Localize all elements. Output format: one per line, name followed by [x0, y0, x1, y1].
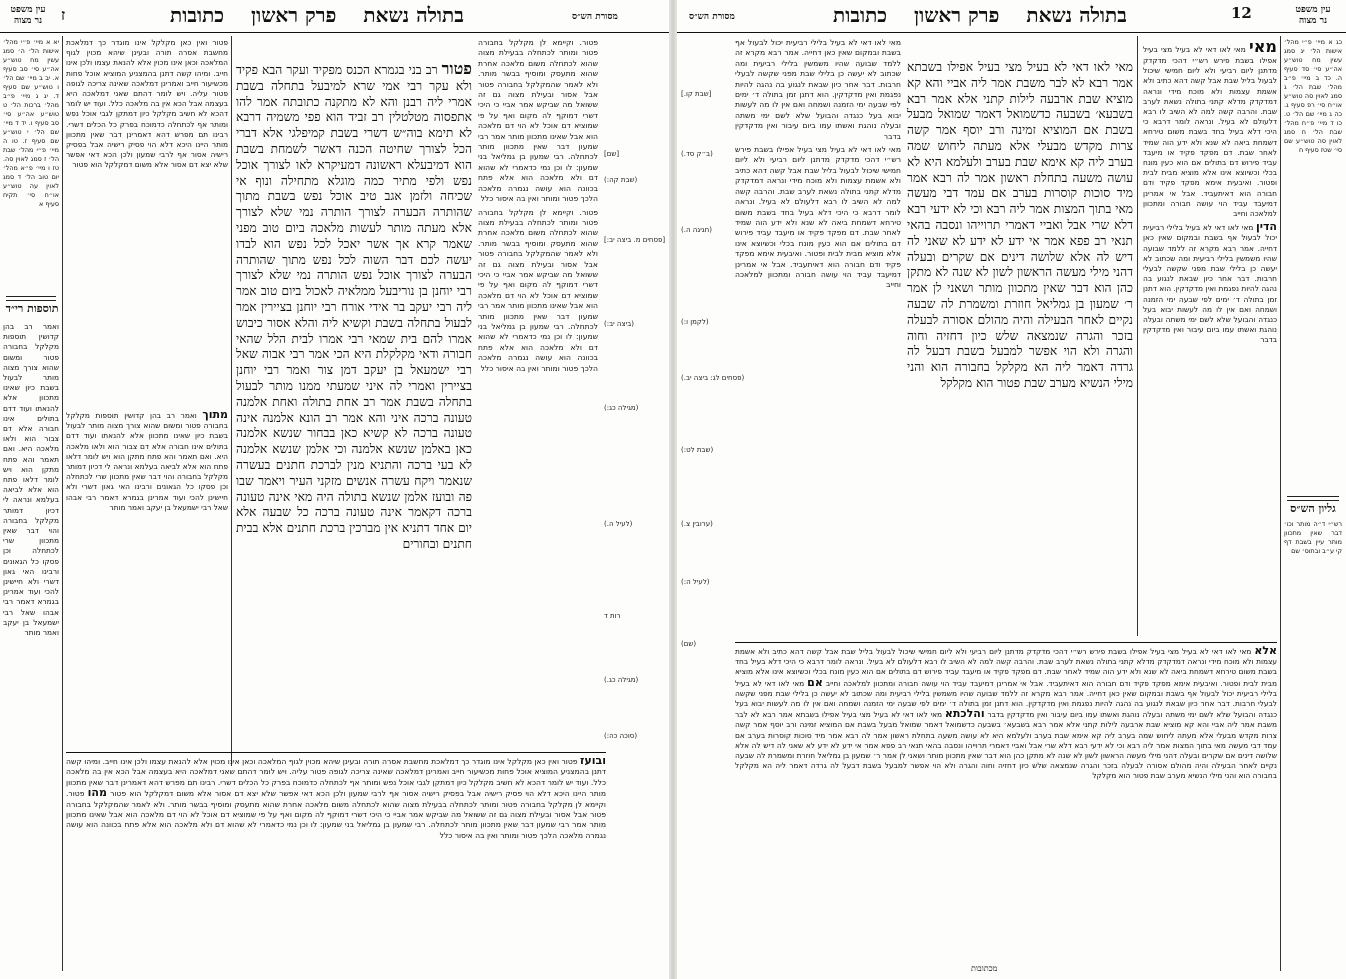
column-divider	[1280, 36, 1281, 971]
column-divider	[231, 36, 232, 766]
mesorat-ref: (שבת קה:)	[604, 176, 638, 184]
header-tractate: כתובות	[833, 3, 888, 27]
mesorat-ref: (לעיל ה:)	[681, 578, 710, 586]
bottom-commentary	[735, 646, 1277, 962]
tosafot-column-lower	[66, 410, 228, 750]
left-page	[0, 0, 669, 979]
tosafot-dibur-mark: מאי	[1249, 38, 1277, 56]
tosafot-text: פטור ואין כאן מקלקל אינו מוגדר כך דמלאכת מחשבת אסרה תורה ובעינן שיהא מכוין לגוף המלאכה וכאן אינו מכוין אלא להנאת עצמו ולכן אינו חייב. ומיהו קשה דתנן בהמצניע המוציא אוכל פחות מכשיעור חייב ואמרינן דמלאכה שאינה צריכה לגופה פטור עליה. ויש לומר דהתם שאני דמלאכה היא בעצמה אבל הכא אין בה מלאכה כלל. ועוד יש לומר דהכא לא חשיב מקלקל כיון דמתקן לגבי אוכל נפש ומותר אף לכתחלה כדמוכח בפרק כל הכלים דשרי. רבינו תם מפרש דהא דאמרינן דבר שאין מתכוון מותר היינו היכא דלא הוי פסיק רישיה אבל בפסיק רישיה אסור אף לרבי שמעון ולכן הכא דאי אפשר שלא יצא דם אסור אלא משום דמקלקל הוא פטור	[66, 38, 228, 170]
rashi-column	[478, 38, 598, 750]
mesorat-ref: (סוכה כה:)	[604, 732, 638, 740]
gemara-column	[236, 60, 472, 748]
header-rule	[677, 32, 1346, 33]
mesorat-ref: (ערובין צ.)	[681, 520, 713, 528]
rashi-text: מאי לאו דאי לא בעיל בלילי רביעית יכול לבעול אף בשבת ובמקום שאין כאן דחייה. אמר רבא מקרא זה ללמד שבועה שהיו משמשין בלילי רביעית ומה שכתוב לא יעשה כן בלילי שבת מפני שקשה לבעלי חרבות. דבר אחר כיון שבאת לנגוע בה נהגה להיות נפגמת ואין מדקדקין. הוא דתנן זמן בתולה ד׳ ימים לפי שבעה ימי הזמנה ושמחה ואם אין לו מה לעשות יבוא בעל כנגדה והבועל שלא לשם ימי משתה ובעלה נוהגת ואשתו עמו ביום עיבור ואין מדקדקין בדבר	[735, 38, 901, 141]
gemara-text: מאי לאו דאי לא בעיל מצי בעיל אפילו בשבתא אמר רבא לא לבר משבת אמר ליה אביי והא קא מוציא שבת ארבעה לילות קתני אלא אמר רבא בשבעא׳ בשבעה כדשמואל דאמר שמואל מבעל בשבת אם המוציא זמינה ורב יוסף אמר קשה צרות מקדש מבעלי אלא מעתה ליחוש שמה בערב ליה קא אימא שבת בערב ולעלמא היא לא עושה משעה בתחלת ראשון אמר לה רבא אמר מיד סוכות קוסרות בערב אם עמד דבי מעשה מאי בתוך המצות אמר ליה רבא וכי לא ידעי רבא דלא שרי אבל ואביי דאמרי תרוייהו ונסבה בהאי תנאי רב פפא אמר אי ידע לא ידע לא שאני לה דיש לה אלא שלושה דינים אם שקרים ובעלה דהני מילי מעשה הראשון לשון לא שנה לא מתקן כהן הוא דבר שאין מתכוון מותר ושאני לן אמר ר׳ שמעון בן גמליאל חוזרת ומשמרת לה שבעה נקיים לאחר הבעילה והיה מהולם אסורה לבעלה בזכר והגרה שנמצאה שלש כיון דחזיה וחוה והגרה ולא הוי אפשר למבעל בשבת דבעל לה גרדה דאמר ליה הא מקלקל בחבורה הוא והני מילי הנשיא מערב שבת פטור הוא מקלקל	[907, 60, 1133, 390]
tosafot-text-2: מאי לאו דאי לא בעיל בלילי רביעית יכול לבעול אף בשבת ובמקום שאין כאן דחייה. אמר רבא מקרא זה ללמד שבועה שהיו משמשין בלילי רביעית ומה שכתוב לא יעשה כן בלילי שבת מפני שקשה לבעלי חרבות. דבר אחר כיון שבאת לנגוע בה נהגה להיות נפגמת ואין מדקדקין. הוא דתנן זמן בתולה ד׳ ימים לפי שבעה ימי הזמנה ושמחה ואם אין לו מה לעשות יבוא בעל כנגדה והבועל שלא לשם ימי משתה ובעלה נוהגת ואשתו עמו ביום עיבור ואין מדקדקין בדבר	[1143, 223, 1277, 345]
rashi-column	[735, 38, 901, 638]
tosafot-column	[1143, 38, 1277, 638]
right-page	[677, 0, 1346, 979]
header-tractate: כתובות	[170, 3, 225, 27]
mesorat-ref: (שבת לט:)	[681, 446, 714, 454]
page-side-marker: ז	[61, 6, 66, 24]
header-rule	[0, 32, 669, 33]
mesorat-ref: (לעיל ה.)	[604, 520, 633, 528]
mesorat-ref: (מגילה כג:)	[604, 404, 639, 412]
ein-mishpat-label: עין משפט נר מצוה	[1295, 5, 1331, 26]
commentary-mark: אם	[807, 675, 823, 689]
page-number: 12	[1231, 4, 1252, 22]
tosafot-text-cont: ואמר רב בהן קדושין תוספות מקלקל בחבורה פטור ומשום שהוא צורך מצוה מותר לבעול בשבת כיון שאינו מתכוון אלא להנאתו ועוד דדם בתולים אינו חבורה אלא דם צבור הוא ולאו מלאכה היא. ואם תאמר והא פתח מתקן הוא ויש לומר דלאו פתח הוא אלא לביאה בעלמא ונראה לי דכיון דמותר מקלקל בחבורה והוי דבר שאין מתכוון שרי לכתחלה וכן פסקו כל הגאונים ורבינו האי גאון דשרי ולא חיישינן להכי ועוד אמרינן בגמרא דאמר רבי אבהו שאל רבי ישמעאל בן יעקב ואמר מותר	[66, 411, 228, 512]
tosafot-rid-column	[3, 322, 59, 970]
bottom-text: מאי לאו דאי לא בעיל מצי בעיל אפילו בשבת פירש רש״י דהכי מדקדק מדתנן ליום רביעי ולא ליום חמישי שיכול לבעול בליל שבת אבל קשה דהא כתיב ולא אשמת עצמות ולא מוכח מידי ונראה דמדקדק מדלא קתני בתולה נשאת לערב שבת. והרבה קשה למה לא השיב לו רבא דלעולם לא בעיל. ונראה לומר דרבא כי היכי דלא בעיל בחד בשבת משום טירחא דשמחת ביאה לא שנא ולא ידע הוה שמיד לאחר שבת. דם מפקד פקיד או מיעבד עביד פירוש דם בתולים אם הוא כעין מונח בכלי וכשיוצא אינו אלא מוציא מבית לבית ופטור. ואיבעית אימא מפקד פקיד ודם חבורה הוא דאיתעביד. אבל אי אמרינן דמיעבד עביד הוי עושה חבורה ומתכוון למלאכה וחייב	[735, 647, 1277, 688]
binding-gutter	[669, 0, 677, 979]
mesorat-ref: [פסחים מ. ביצה יב:]	[604, 236, 666, 244]
mesorat-ref: (חגיגה ה.)	[681, 226, 712, 234]
mesorat-ref: (ב״ק סד.)	[681, 150, 713, 158]
section-ornament	[6, 296, 56, 301]
tosafot-dibur-mark: הדין	[1255, 220, 1277, 234]
ein-mishpat-text: יא א מיי׳ פ״י מהל׳ אישות הל׳ ה׳ סמג עשין מח טוש״ע אה״ע סי׳ סב סעיף א. יב ב מיי׳ שם הל׳ ו טוש״ע שם סעיף ד. יג ג מיי׳ פ״ב מהל׳ ברכות הל׳ ט טוש״ע אה״ע סי׳ סב סעיף ו. יד ד מיי׳ שם הל׳ י טוש״ע שם סעיף ז. טו ה מיי׳ פ״י מהל׳ שבת הל׳ ז סמג לאוין סה. טז ו מיי׳ פ״א מהל׳ יום טוב הל׳ ד סמג לאוין עה טוש״ע או״ח סי׳ תקיח סעיף א	[3, 38, 59, 208]
rashi-text-2: פטור. וקיימא לן מקלקל בחבורה פטור ומותר לכתחלה בבעילת מצוה שהוא לכתחלה משום מלאכה אחרת שהוא מתעסק ומוסיף בבשר מותר. ולא לאמר שהמקלקל בחבורה פטור אבל אסור ובעילת מצוה גם זה ששואל מה שביקש אמר אביי כי היכי דשרי דמוקף לה מקום ואף על פי שמוציא דם אוכל לא הוי דם מלאכה הוא אבל שאינו מתכוון מותר אמר רבי שמעון דבר שאין מתכוון מותר לכתחלה. רבי שמעון בן גמליאל בני שמעון: לו וכן נמי כדאמרי לא שהוא דם ולא מלאכה הוא אלא פתח בכוונה הוא עושה נגמרה מלאכה הלכך פטור ומותר ואין בה איסור כלל	[478, 207, 598, 373]
commentary-mark: ובועז	[580, 756, 606, 767]
running-header	[823, 3, 1137, 28]
mesorat-label: מסורת הש״ס	[572, 12, 618, 22]
mesorat-ref: (לקמן ו:)	[681, 318, 709, 326]
gilyon-column	[1284, 520, 1342, 580]
mesorat-label: מסורת הש״ס	[689, 12, 735, 22]
section-rule	[66, 752, 606, 753]
column-divider	[62, 36, 63, 971]
tosafot-rid-text: ואמר רב בהן קדושין תוספות מקלקל בחבורה פטור ומשום שהוא צורך מצוה מותר לבעול בשבת כיון שאינו מתכוון אלא להנאתו ועוד דדם בתולים אינו חבורה אלא דם צבור הוא ולאו מלאכה היא. ואם תאמר והא פתח מתקן הוא ויש לומר דלאו פתח הוא אלא לביאה בעלמא ונראה לי דכיון דמותר מקלקל בחבורה והוי דבר שאין מתכוון שרי לכתחלה וכן פסקו כל הגאונים ורבינו האי גאון דשרי ולא חיישינן להכי ועוד אמרינן בגמרא דאמר רבי אבהו שאל רבי ישמעאל בן יעקב ואמר מותר	[3, 322, 59, 638]
tosafot-dibur-mark: מתוך	[202, 410, 228, 421]
section-ornament	[1287, 496, 1339, 501]
ein-mishpat-column	[3, 38, 59, 288]
mesorat-ref: (שם)	[681, 640, 697, 648]
running-header	[160, 3, 474, 28]
tosafot-rid-title: תוספות רי״ד	[5, 302, 59, 315]
rashi-text: פטור. וקיימא לן מקלקל בחבורה פטור ומותר לכתחלה בבעילת מצוה שהוא לכתחלה משום מלאכה אחרת שהוא מתעסק ומוסיף בבשר מותר. ולא לאמר שהמקלקל בחבורה פטור אבל אסור ובעילת מצוה גם זה ששואל מה שביקש אמר אביי כי היכי דשרי דמוקף לה מקום ואף על פי שמוציא דם אוכל לא הוי דם מלאכה הוא אבל שאינו מתכוון מותר אמר רבי שמעון דבר שאין מתכוון מותר לכתחלה. רבי שמעון בן גמליאל בני שמעון: לו וכן נמי כדאמרי לא שהוא דם ולא מלאכה הוא אלא פתח בכוונה הוא עושה נגמרה מלאכה הלכך פטור ומותר ואין בה איסור כלל	[478, 38, 598, 204]
ein-mishpat-column	[1284, 38, 1342, 228]
header-chapter: פרק ראשון	[251, 3, 337, 27]
tosafot-column-upper	[66, 38, 228, 408]
commentary-mark: אלא	[1254, 646, 1277, 657]
mesorat-ref: רות ד	[604, 612, 621, 620]
gilyon-text: רש״י ד״ה מותר וכו׳ דבר שאין מתכוון מותר עיין בשבת דף קי ע״ב ובתוס׳ שם	[1284, 520, 1342, 555]
header-chapter: פרק ראשון	[914, 3, 1000, 27]
commentary-mark: והלכתא	[944, 707, 985, 721]
mesorat-ref: (פסחים לג: ביצה יב.)	[681, 374, 745, 382]
column-divider	[1137, 36, 1138, 636]
gilyon-title: גליון הש״ס	[1290, 502, 1336, 515]
bottom-text-2: מאי לאו דאי לא בעיל בלילי רביעית יכול לבעול אף בשבת ובמקום שאין כאן דחייה. אמר רבא מקרא זה ללמד שבועה שהיו משמשין בלילי רביעית ומה שכתוב לא יעשה כן בלילי שבת מפני שקשה לבעלי חרבות. דבר אחר כיון שבאת לנגוע בה נהגה להיות נפגמת ואין מדקדקין. הוא דתנן זמן בתולה ד׳ ימים לפי שבעה ימי הזמנה ושמחה ואם אין לו מה לעשות יבוא בעל כנגדה והבועל שלא לשם ימי משתה ובעלה נוהגת ואשתו עמו ביום עיבור ואין מדקדקין בדבר	[735, 678, 1277, 720]
catchword: מכתובות	[971, 964, 998, 973]
mesorat-ref: (ביצה יב:)	[604, 320, 634, 328]
mesorat-ref: [שם]	[604, 150, 620, 158]
ein-mishpat-text: כג א מיי׳ פ״י מהל׳ אישות הל׳ יג סמג עשין מח טוש״ע אה״ע סי׳ סד סעיף ה. כד ב מיי׳ פ״ב מהל׳ שבת הל׳ ג סמג לאוין סה טוש״ע או״ח סי׳ רפ סעיף ג. כה ג מיי׳ שם הל׳ ט. כו ד מיי׳ פ״ח מהל׳ שבת הל׳ ח סמג לאוין סה טוש״ע שם סי׳ שטז סעיף ח	[1284, 38, 1342, 154]
bottom-text: פטור ואין כאן מקלקל אינו מוגדר כך דמלאכת מחשבת אסרה תורה ובעינן שיהא מכוין לגוף המלאכה וכאן אינו מכוין אלא להנאת עצמו ולכן אינו חייב. ומיהו קשה דתנן בהמצניע המוציא אוכל פחות מכשיעור חייב ואמרינן דמלאכה שאינה צריכה לגופה פטור עליה. ויש לומר דהתם שאני דמלאכה היא בעצמה אבל הכא אין בה מלאכה כלל. ועוד יש לומר דהכא לא חשיב מקלקל כיון דמתקן לגבי אוכל נפש ומותר אף לכתחלה כדמוכח בפרק כל הכלים דשרי. רבינו תם מפרש דהא דאמרינן דבר שאין מתכוון מותר היינו היכא דלא הוי פסיק רישיה אבל בפסיק רישיה אסור אף לרבי שמעון ולכן הכא דאי אפשר שלא יצא דם אסור אלא משום דמקלקל הוא פטור	[66, 757, 606, 799]
section-rule	[735, 642, 1277, 643]
bottom-text-3: מאי לאו דאי לא בעיל מצי בעיל אפילו בשבתא אמר רבא לא לבר משבת אמר ליה אביי והא קא מוציא שבת ארבעה לילות קתני אלא אמר רבא בשבעא׳ בשבעה כדשמואל דאמר שמואל מבעל בשבת אם המוציא זמינה ורב יוסף אמר קשה צרות מקדש מבעלי אלא מעתה ליחוש שמה בערב ליה קא אימא שבת בערב ולעלמא היא לא עושה משעה בתחלת ראשון אמר לה רבא אמר מיד סוכות קוסרות בערב אם עמד דבי מעשה מאי בתוך המצות אמר ליה רבא וכי לא ידעי רבא דלא שרי אבל ואביי דאמרי תרוייהו ונסבה בהאי תנאי רב פפא אמר אי ידע לא ידע לא שאני לה דיש לה אלא שלושה דינים אם שקרים ובעלה דהני מילי מעשה הראשון לשון לא שנה לא מתקן כהן הוא דבר שאין מתכוון מותר ושאני לן אמר ר׳ שמעון בן גמליאל חוזרת ומשמרת לה שבעה נקיים לאחר הבעילה והיה מהולם אסורה לבעלה בזכר והגרה שנמצאה שלש כיון דחזיה וחוה והגרה ולא הוי אפשר למבעל בשבת דבעל לה גרדה דאמר ליה הא מקלקל בחבורה הוא והני מילי הנשיא מערב שבת פטור הוא מקלקל	[735, 710, 1277, 781]
ein-mishpat-label: עין משפט נר מצוה	[10, 5, 46, 26]
gemara-dibur-mark: פטור	[441, 60, 472, 78]
gemara-text: רב בני בגמרא הכנס מפקיד ועקר הבא פקיד ולא עקר רבי אמי שרא למיבעל בתחלה בשבת אמרי ליה רבנן והא לא מתקנה כתובתה אמר להו אתפסוה מטלטלין רב זביד הוא פפי משמיה דרבא לא תימא בוה״ש דשרי בשבת קמיפלגי אלא דברי הכל לצורך שחיטה הכנה דאשר לשמחת בשבת הוא דמיבעלא ראשונה דמעיקרא לאו לצורך אוכל נפש ולפי מתיר כמה מוגלא מתחילה ונוף אי שכיחה ולזמן אגב טיב אוכל נפש בשבת מתוך שהותרה הבערה לצורך הותרה נמי שלא לצורך אלא מעתה מותר לעשות מלאכה ביום טוב מפני שאמר קרא אך אשר יאכל לכל נפש הוא לבדו יעשה לכם דבר השוה לכל נפש מתוך שהותרה הבערה לצורך אוכל נפש הותרה נמי שלא לצורך רבי יוחנן בן נוריבעל ממלאיה לאכול ביום טוב אמר ליה רבי יעקב בר אידי אורח רבי יוחנן בציירין אמר לבעול בתחלה בשבת וקשיא ליה והלא אסור כיבוש אמרו להם בית שמאי רבי אמרו לבית הלל שהאי חבורה ודאי מקלקלת היא הכי אמר רבי אבוה שאל רבי ישמעאל בן יעקב דמן צור ואמר רבי יוחנן בציירין ואמרי לה איני שמעתי ממנו מותר לבעול בתחלה בשבת אמר רב אחת בתולה ואחת אלמנה טעונה ברכה איני והא אמר רב הונא אלמנה אינה טעונה ברכה לא קשיא כאן בבחור שנשא אלמנה כאן באלמן שנשא אלמנה וכי אלמן שנשא אלמנה לא בעי ברכה והתניא מנין לברכת חתנים בעשרה שנאמר ויקח עשרה אנשים מזקני העיר ויאמר שבו פה ובועז אלמן שנשא בתולה היה מאי אינה טעונה ברכה דקאמר אינה טעונה ברכה כל שבעה אלא יום אחד דתניא אין מברכין ברכת חתנים אלא בבית חתנים ובחורים	[236, 63, 472, 551]
mesorat-ref: (מגילה כג.)	[604, 676, 639, 684]
header-title: בתולה נשאת	[1026, 3, 1127, 27]
mesorat-ref: [שבת קו.]	[681, 90, 712, 98]
bottom-commentary	[66, 756, 606, 974]
commentary-mark: מהו	[87, 786, 107, 800]
bottom-text-2: פטור. וקיימא לן מקלקל בחבורה פטור ומותר לכתחלה בבעילת מצוה שהוא לכתחלה משום מלאכה אחרת שהוא מתעסק ומוסיף בבשר מותר. ולא לאמר שהמקלקל בחבורה פטור אבל אסור ובעילת מצוה גם זה ששואל מה שביקש אמר אביי כי היכי דשרי דמוקף לה מקום ואף על פי שמוציא דם אוכל לא הוי דם מלאכה הוא אבל שאינו מתכוון מותר אמר רבי שמעון דבר שאין מתכוון מותר לכתחלה. רבי שמעון בן גמליאל בני שמעון: לו וכן נמי כדאמרי לא שהוא דם ולא מלאכה הוא אלא פתח בכוונה הוא עושה נגמרה מלאכה הלכך פטור ומותר ואין בה איסור כלל	[66, 789, 606, 840]
rashi-text-2: מאי לאו דאי לא בעיל מצי בעיל אפילו בשבת פירש רש״י דהכי מדקדק מדתנן ליום רביעי ולא ליום חמישי שיכול לבעול בליל שבת אבל קשה דהא כתיב ולא אשמת עצמות ולא מוכח מידי ונראה דמדקדק מדלא קתני בתולה נשאת לערב שבת. והרבה קשה למה לא השיב לו רבא דלעולם לא בעיל. ונראה לומר דרבא כי היכי דלא בעיל בחד בשבת משום טירחא דשמחת ביאה לא שנא ולא ידע הוה שמיד לאחר שבת. דם מפקד פקיד או מיעבד עביד פירוש דם בתולים אם הוא כעין מונח בכלי וכשיוצא אינו אלא מוציא מבית לבית ופטור. ואיבעית אימא מפקד פקיד ודם חבורה הוא דאיתעביד. אבל אי אמרינן דמיעבד עביד הוי עושה חבורה ומתכוון למלאכה וחייב	[735, 145, 901, 290]
tosafot-text: מאי לאו דאי לא בעיל מצי בעיל אפילו בשבת פירש רש״י דהכי מדקדק מדתנן ליום רביעי ולא ליום חמישי שיכול לבעול בליל שבת אבל קשה דהא כתיב ולא אשמת עצמות ולא מוכח מידי ונראה דמדקדק מדלא קתני בתולה נשאת לערב שבת. והרבה קשה למה לא השיב לו רבא דלעולם לא בעיל. ונראה לומר דרבא כי היכי דלא בעיל בחד בשבת משום טירחא דשמחת ביאה לא שנא ולא ידע הוה שמיד לאחר שבת. דם מפקד פקיד או מיעבד עביד פירוש דם בתולים אם הוא כעין מונח בכלי וכשיוצא אינו אלא מוציא מבית לבית ופטור. ואיבעית אימא מפקד פקיד ודם חבורה הוא דאיתעביד. אבל אי אמרינן דמיעבד עביד הוי עושה חבורה ומתכוון למלאכה וחייב	[1143, 45, 1277, 219]
header-title: בתולה נשאת	[363, 3, 464, 27]
gemara-column	[907, 60, 1133, 638]
